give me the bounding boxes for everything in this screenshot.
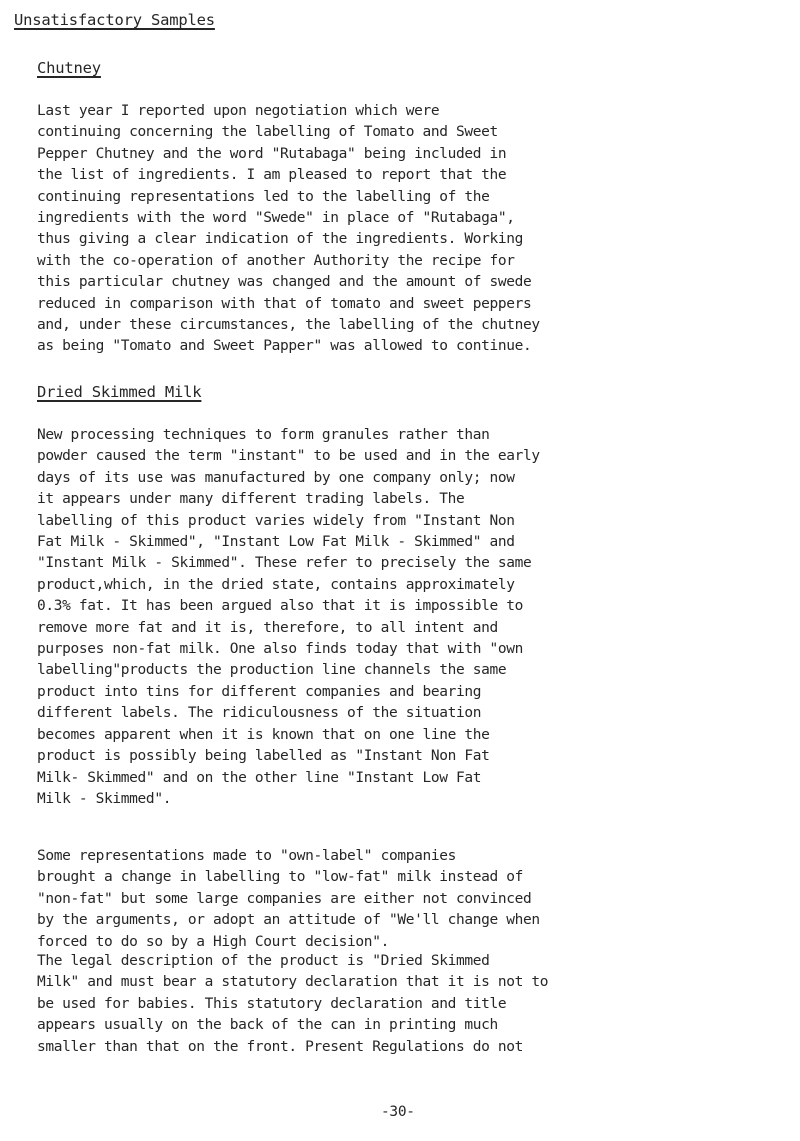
subsection-heading-dried-skimmed-milk: Dried Skimmed Milk [37, 383, 202, 401]
milk-paragraph-1: New processing techniques to form granules rather than powder caused the term "instant" to be used and in the early days of its use was manufactured by one company only; now it appears under many different trading labels. The labelling of this product varies widely from "Instant Non Fat Milk - Skimmed", "Instant Low Fat Milk - Skimmed" and "Instant Milk - Skimmed". These refer to precisely the same product,which, in the dried state, contains approximately 0.3% fat. It has been argued also that it is impossible to remove more fat and it is, therefore, to all intent and purposes non-fat milk. One also finds today that with "own labelling"products the production line channels the same product into tins for different companies and bearing different labels. The ridiculousness of the situation becomes apparent when it is known that on one line the product is possibly being labelled as "Instant Non Fat Milk- Skimmed" and on the other line "Instant Low Fat Milk - Skimmed". [37, 427, 540, 807]
page-number: -30- [381, 1104, 415, 1120]
milk-paragraph-2: Some representations made to "own-label" companies brought a change in labelling to "low-fat" milk instead of "non-fat" but some large companies are either not convinced by the arguments, or adopt an attitude of "We'll change when forced to do so by a High Court decision". [37, 848, 540, 950]
chutney-paragraph: Last year I reported upon negotiation which were continuing concerning the labelling of Tomato and Sweet Pepper Chutney and the word "Rutabaga" being included in the list of ingredients. I am pleased to report that the continuing representations led to the labelling of the ingredients with the word "Swede" in place of "Rutabaga", thus giving a clear indication of the ingredients. Working with the co-operation of another Authority the recipe for this particular chutney was changed and the amount of swede reduced in comparison with that of tomato and sweet peppers and, under these circumstances, the labelling of the chutney as being "Tomato and Sweet Papper" was allowed to continue. [37, 103, 540, 355]
section-title: Unsatisfactory Samples [14, 11, 215, 29]
subsection-heading-chutney: Chutney [37, 59, 101, 77]
milk-paragraph-3: The legal description of the product is "Dried Skimmed Milk" and must bear a statutory declaration that it is not to be used for babies. This statutory declaration and title appears usually on the back of the can in printing much smaller than that on the front. Present Regulations do not [37, 953, 549, 1055]
